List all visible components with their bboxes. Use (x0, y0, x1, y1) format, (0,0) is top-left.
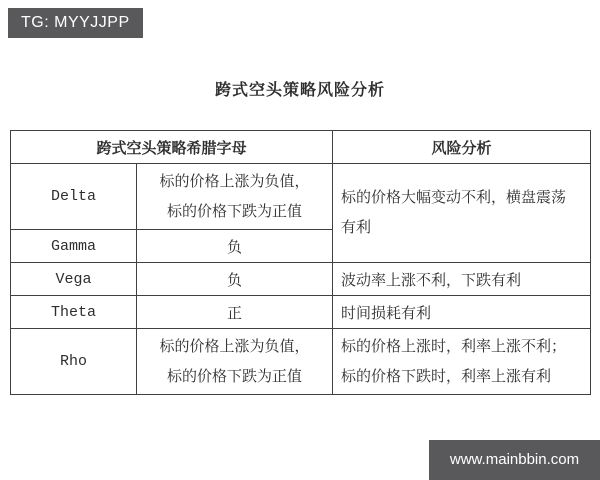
greek-cell-vega: Vega (11, 263, 137, 296)
value-line: 标的价格下跌为正值 (167, 203, 303, 220)
watermark-url: www.mainbbin.com (449, 451, 580, 468)
risk-cell-theta: 时间损耗有利 (333, 296, 591, 329)
risk-analysis-table (10, 130, 591, 395)
value-cell-delta (137, 164, 333, 230)
table-row-vega (11, 263, 591, 296)
tg-badge: TG: MYYJJPP (8, 8, 143, 38)
risk-line: 标的价格大幅变动不利，横盘震荡 (341, 190, 567, 206)
watermark-bar (429, 440, 600, 480)
header-greeks-cell: 跨式空头策略希腊字母 (11, 131, 333, 164)
table-row-delta (11, 164, 591, 230)
risk-line: 标的价格下跌时，利率上涨有利 (341, 368, 552, 385)
greek-cell-delta: Delta (11, 164, 137, 230)
risk-line: 标的价格上涨时，利率上涨不利； (341, 338, 567, 355)
header-risk-cell: 风险分析 (333, 131, 591, 164)
page-title: 跨式空头策略风险分析 (214, 82, 385, 99)
risk-cell-delta-gamma (333, 164, 591, 263)
table-row-rho (11, 329, 591, 395)
greek-cell-gamma: Gamma (11, 230, 137, 263)
value-line: 标的价格下跌为正值 (167, 368, 303, 385)
value-cell-gamma: 负 (137, 230, 333, 263)
greek-cell-rho: Rho (11, 329, 137, 395)
table-header-row (11, 131, 591, 164)
risk-cell-vega: 波动率上涨不利，下跌有利 (333, 263, 591, 296)
value-line: 标的价格上涨为负值， (159, 173, 310, 190)
value-cell-theta: 正 (137, 296, 333, 329)
table-row-theta (11, 296, 591, 329)
greek-cell-theta: Theta (11, 296, 137, 329)
value-line: 标的价格上涨为负值， (159, 338, 310, 355)
risk-line: 有利 (341, 220, 372, 236)
value-cell-rho (137, 329, 333, 395)
value-cell-vega: 负 (137, 263, 333, 296)
risk-cell-rho (333, 329, 591, 395)
